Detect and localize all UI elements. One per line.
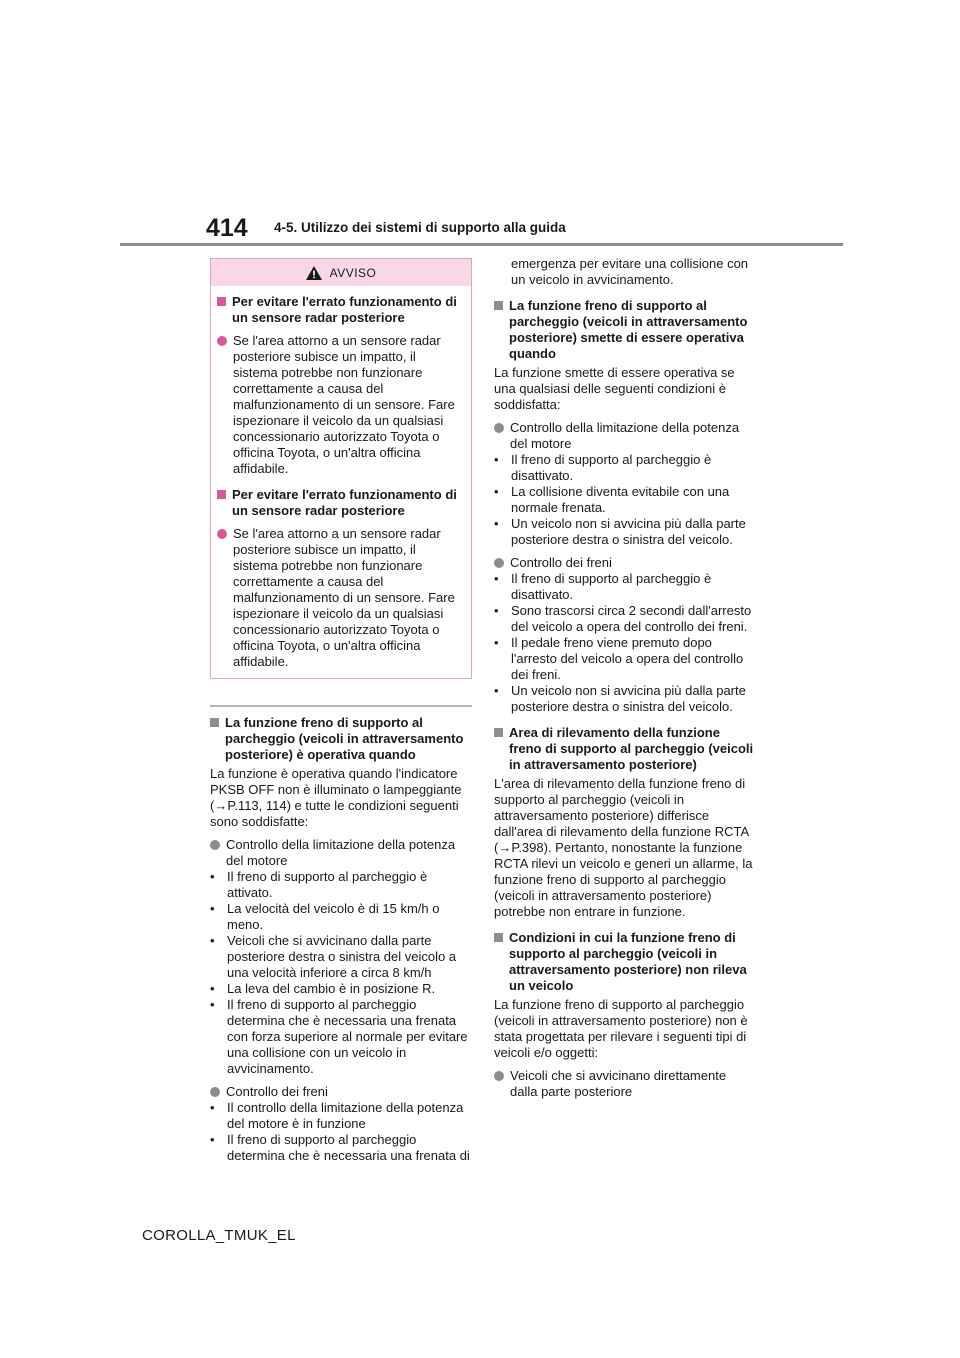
warning-box (210, 258, 472, 679)
circle-bullet-icon (217, 529, 227, 539)
document-code: COROLLA_TMUK_EL (142, 1227, 296, 1244)
square-bullet-icon (494, 933, 503, 942)
list-item: • Un veicolo non si avvicina più dalla parte posteriore destra o sinistra del veicolo. (494, 516, 746, 547)
list-item: • Veicoli che si avvicinano dalla parte posteriore destra o sinistra del veicolo a una velocità inferiore a circa 8 km/h (210, 933, 457, 980)
section-heading: Condizioni in cui la funzione freno di supporto al parcheggio (veicoli in attraversamento posteriore) non rileva un veicolo (494, 930, 756, 994)
circle-bullet: Veicoli che si avvicinano direttamente dalla parte posteriore (494, 1068, 756, 1100)
list-item: • Il freno di supporto al parcheggio è attivato. (210, 869, 428, 900)
section-heading: La funzione freno di supporto al parcheggio (veicoli in attraversamento posteriore) è operativa quando (210, 715, 472, 763)
circle-bullet: Controllo della limitazione della potenza del motore (210, 837, 472, 869)
left-column (210, 258, 472, 1164)
square-bullet-icon (210, 718, 219, 727)
circle-bullet-icon (494, 1071, 504, 1081)
list-item: • Il freno di supporto al parcheggio è disattivato. (494, 571, 712, 602)
list-item: • La collisione diventa evitabile con una normale frenata. (494, 484, 730, 515)
paragraph: La funzione è operativa quando l'indicatore PKSB OFF non è illuminato o lampeggiante (→P.113, 114) e tutte le condizioni seguenti sono soddisfatte: (210, 766, 462, 829)
list-item: • Un veicolo non si avvicina più dalla parte posteriore destra o sinistra del veicolo. (494, 683, 746, 714)
warning-heading-2: Per evitare l'errato funzionamento di un sensore radar posteriore (217, 487, 463, 519)
list-item: • Il pedale freno viene premuto dopo l'arresto del veicolo a opera del controllo dei freni. (494, 635, 744, 682)
paragraph: La funzione freno di supporto al parcheggio (veicoli in attraversamento posteriore) non è stata progettata per rilevare i seguenti tipi di veicoli e/o oggetti: (494, 997, 748, 1060)
warning-bullet-2: Se l'area attorno a un sensore radar posteriore subisce un impatto, il sistema potrebbe non funzionare correttamente a causa del malfunzionamento di un sensore. Fare ispezionare il veicolo da un qualsiasi concessionario autorizzato Toyota o officina Toyota, o un'altra officina affidabile. (217, 526, 463, 670)
section-divider (210, 705, 472, 707)
header-divider (120, 243, 843, 246)
warning-header (211, 259, 471, 286)
list-item: • Il freno di supporto al parcheggio determina che è necessaria una frenata di (210, 1132, 470, 1163)
section-heading: La funzione freno di supporto al parcheggio (veicoli in attraversamento posteriore) smette di essere operativa quando (494, 298, 756, 362)
section-title: 4-5. Utilizzo dei sistemi di supporto alla guida (274, 220, 566, 235)
continuation-text: emergenza per evitare una collisione con un veicolo in avvicinamento. (511, 256, 749, 287)
paragraph: La funzione smette di essere operativa se una qualsiasi delle seguenti condizioni è soddisfatta: (494, 365, 735, 412)
list-item: • Il freno di supporto al parcheggio determina che è necessaria una frenata con forza superiore al normale per evitare una collisione con un veicolo in avvicinamento. (210, 997, 468, 1076)
circle-bullet-icon (494, 558, 504, 568)
section-heading: Area di rilevamento della funzione freno di supporto al parcheggio (veicoli in attraversamento posteriore) (494, 725, 756, 773)
warning-heading-1: Per evitare l'errato funzionamento di un sensore radar posteriore (217, 294, 463, 326)
paragraph: L'area di rilevamento della funzione freno di supporto al parcheggio (veicoli in attraversamento posteriore) differisce dall'area di rilevamento della funzione RCTA (→P.398). Pertanto, nonostante la funzione RCTA rilevi un veicolo e generi un allarme, la funzione freno di supporto al parcheggio (veicoli in attraversamento posteriore) potrebbe non entrare in funzione. (494, 776, 753, 919)
circle-bullet: Controllo dei freni (494, 555, 756, 571)
warning-label: AVVISO (329, 265, 377, 280)
list-item: • Il freno di supporto al parcheggio è disattivato. (494, 452, 712, 483)
circle-bullet-icon (210, 1087, 220, 1097)
list-item: • La velocità del veicolo è di 15 km/h o meno. (210, 901, 440, 932)
page-number: 414 (206, 214, 248, 242)
square-bullet-icon (494, 728, 503, 737)
list-item: • Il controllo della limitazione della potenza del motore è in funzione (210, 1100, 464, 1131)
list-item: • Sono trascorsi circa 2 secondi dall'arresto del veicolo a opera del controllo dei freni. (494, 603, 752, 634)
square-bullet-icon (494, 301, 503, 310)
warning-bullet-1: Se l'area attorno a un sensore radar posteriore subisce un impatto, il sistema potrebbe non funzionare correttamente a causa del malfunzionamento di un sensore. Fare ispezionare il veicolo da un qualsiasi concessionario autorizzato Toyota o officina Toyota, o un'altra officina affidabile. (217, 333, 463, 477)
list-item: • La leva del cambio è in posizione R. (210, 981, 436, 996)
circle-bullet: Controllo della limitazione della potenza del motore (494, 420, 756, 452)
circle-bullet-icon (217, 336, 227, 346)
warning-triangle-icon (306, 266, 322, 280)
square-bullet-icon (217, 490, 226, 499)
right-column (494, 256, 756, 1100)
circle-bullet: Controllo dei freni (210, 1084, 472, 1100)
circle-bullet-icon (494, 423, 504, 433)
circle-bullet-icon (210, 840, 220, 850)
square-bullet-icon (217, 297, 226, 306)
